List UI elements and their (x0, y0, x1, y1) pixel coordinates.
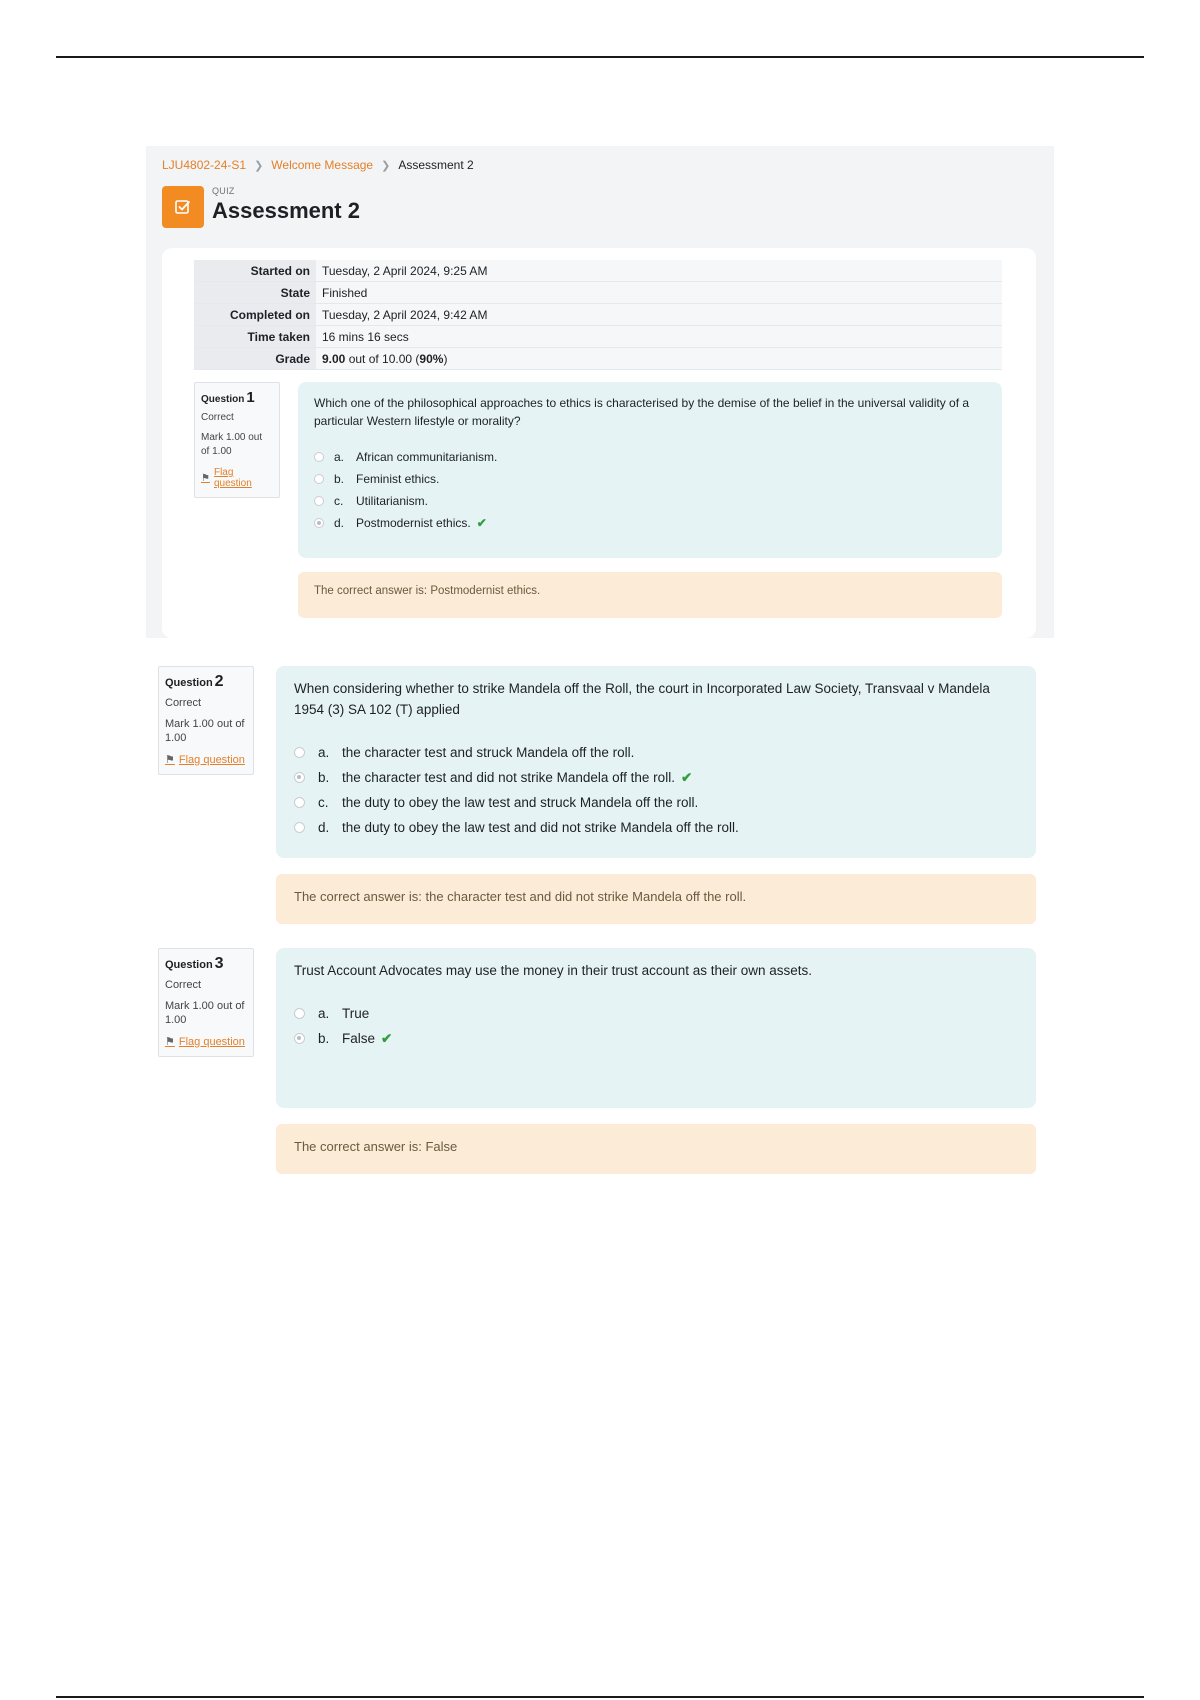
radio-button[interactable] (294, 747, 305, 758)
option-letter: a. (334, 450, 345, 464)
correct-answer-feedback-2 (276, 874, 1036, 924)
grade-score: 9.00 (322, 351, 346, 366)
answer-options (314, 446, 986, 534)
summary-label: State (194, 282, 316, 304)
question-mark: Mark 1.00 out of 1.00 (201, 432, 263, 457)
quiz-review-panel (146, 146, 1054, 638)
summary-row (194, 326, 1002, 348)
question-content-2 (276, 666, 1036, 858)
radio-button-selected[interactable] (294, 772, 305, 783)
question-content-3 (276, 948, 1036, 1108)
answer-option[interactable] (294, 815, 1018, 840)
flag-icon: ⚑ (201, 472, 210, 484)
option-letter: b. (318, 770, 330, 785)
radio-button[interactable] (294, 822, 305, 833)
option-letter: a. (318, 1006, 330, 1021)
page-top-rule (56, 56, 1144, 58)
question-label: Question (165, 677, 213, 689)
grade-value (316, 348, 1002, 370)
summary-label: Completed on (194, 304, 316, 326)
summary-label: Started on (194, 260, 316, 282)
option-text: the duty to obey the law test and struck Mandela off the roll. (342, 795, 699, 810)
correct-answer-text: The correct answer is: the character test and did not strike Mandela off the roll. (294, 889, 747, 904)
quiz-edit-icon (162, 186, 204, 228)
attempt-summary-table (194, 260, 1002, 370)
question-mark: Mark 1.00 out of 1.00 (165, 1000, 245, 1026)
answer-options (294, 740, 1018, 840)
breadcrumb (162, 158, 474, 172)
flag-icon: ⚑ (165, 754, 175, 766)
summary-value: 16 mins 16 secs (316, 326, 1002, 348)
grade-close: ) (443, 351, 448, 366)
flag-label: Flag question (178, 753, 245, 766)
answer-option-selected[interactable] (294, 1026, 1018, 1051)
option-letter: c. (318, 795, 329, 810)
option-text: the character test and did not strike Mandela off the roll. (342, 770, 675, 785)
answer-option[interactable] (314, 468, 986, 490)
question-state: Correct (165, 979, 202, 991)
breadcrumb-separator-icon: ❯ (381, 159, 391, 172)
correct-answer-feedback-3 (276, 1124, 1036, 1174)
correct-answer-text: The correct answer is: False (294, 1139, 458, 1154)
option-text: Feminist ethics. (356, 472, 440, 486)
question-number: 3 (214, 955, 224, 972)
question-text: When considering whether to strike Mandela off the Roll, the court in Incorporated Law Society, Transvaal v Mandela 1954 (3) SA 102 (T) applied (294, 681, 990, 717)
option-text: African communitarianism. (356, 450, 498, 464)
option-text: Utilitarianism. (356, 494, 429, 508)
grade-rest: out of 10.00 ( (348, 351, 420, 366)
radio-button[interactable] (314, 474, 324, 484)
question-state: Correct (201, 412, 234, 423)
summary-value: Tuesday, 2 April 2024, 9:25 AM (316, 260, 1002, 282)
summary-row-grade (194, 348, 1002, 370)
correct-answer-feedback-1 (298, 572, 1002, 618)
answer-option[interactable] (294, 1001, 1018, 1026)
radio-button[interactable] (294, 1008, 305, 1019)
flag-label: Flag question (213, 467, 252, 489)
summary-label: Time taken (194, 326, 316, 348)
question-label: Question (201, 394, 245, 405)
option-text: the duty to obey the law test and did not strike Mandela off the roll. (342, 820, 739, 835)
question-info-3 (158, 948, 254, 1057)
option-letter: b. (334, 472, 345, 486)
breadcrumb-current: Assessment 2 (398, 158, 474, 172)
option-text: False (342, 1031, 376, 1046)
option-letter: d. (334, 516, 345, 530)
answer-option[interactable] (294, 740, 1018, 765)
radio-button-selected[interactable] (294, 1033, 305, 1044)
summary-value: Tuesday, 2 April 2024, 9:42 AM (316, 304, 1002, 326)
question-content-1 (298, 382, 1002, 558)
answer-options (294, 1001, 1018, 1051)
question-info-1 (194, 382, 280, 498)
radio-button[interactable] (314, 452, 324, 462)
flag-question-link[interactable] (165, 753, 247, 766)
radio-button-selected[interactable] (314, 518, 324, 528)
flag-question-link[interactable] (165, 1035, 247, 1048)
breadcrumb-course-link[interactable]: LJU4802-24-S1 (162, 158, 247, 172)
page-bottom-rule (56, 1696, 1144, 1698)
question-label: Question (165, 959, 213, 971)
summary-row (194, 282, 1002, 304)
correct-check-icon: ✔ (680, 769, 693, 785)
answer-option[interactable] (314, 446, 986, 468)
review-card (162, 248, 1036, 638)
answer-option[interactable] (294, 790, 1018, 815)
radio-button[interactable] (314, 496, 324, 506)
option-letter: a. (318, 745, 330, 760)
question-text: Which one of the philosophical approaches to ethics is characterised by the demise of the belief in the universal validity of a particular Western lifestyle or morality? (314, 396, 970, 428)
option-letter: d. (318, 820, 330, 835)
correct-answer-text: The correct answer is: Postmodernist ethics. (314, 585, 541, 597)
answer-option-selected[interactable] (314, 512, 986, 534)
summary-value: Finished (316, 282, 1002, 304)
breadcrumb-section-link[interactable]: Welcome Message (271, 158, 374, 172)
option-letter: c. (334, 494, 344, 508)
summary-row (194, 260, 1002, 282)
option-text: True (342, 1006, 370, 1021)
radio-button[interactable] (294, 797, 305, 808)
flag-icon: ⚑ (165, 1036, 175, 1048)
breadcrumb-separator-icon: ❯ (254, 159, 264, 172)
question-mark: Mark 1.00 out of 1.00 (165, 718, 245, 744)
correct-check-icon: ✔ (476, 516, 487, 530)
flag-label: Flag question (178, 1035, 245, 1048)
question-number: 1 (246, 389, 255, 406)
flag-question-link[interactable] (201, 467, 273, 489)
page-kicker: QUIZ (212, 186, 235, 196)
question-number: 2 (214, 673, 224, 690)
answer-option[interactable] (314, 490, 986, 512)
page-title: Assessment 2 (212, 198, 360, 223)
option-text: the character test and struck Mandela off the roll. (342, 745, 635, 760)
question-text: Trust Account Advocates may use the money in their trust account as their own assets. (294, 963, 813, 978)
option-letter: b. (318, 1031, 330, 1046)
grade-percent: 90% (419, 351, 444, 366)
answer-option-selected[interactable] (294, 765, 1018, 790)
correct-check-icon: ✔ (381, 1030, 393, 1046)
summary-row (194, 304, 1002, 326)
question-state: Correct (165, 697, 202, 709)
option-text: Postmodernist ethics. (356, 516, 471, 530)
summary-label: Grade (194, 348, 316, 370)
question-info-2 (158, 666, 254, 775)
